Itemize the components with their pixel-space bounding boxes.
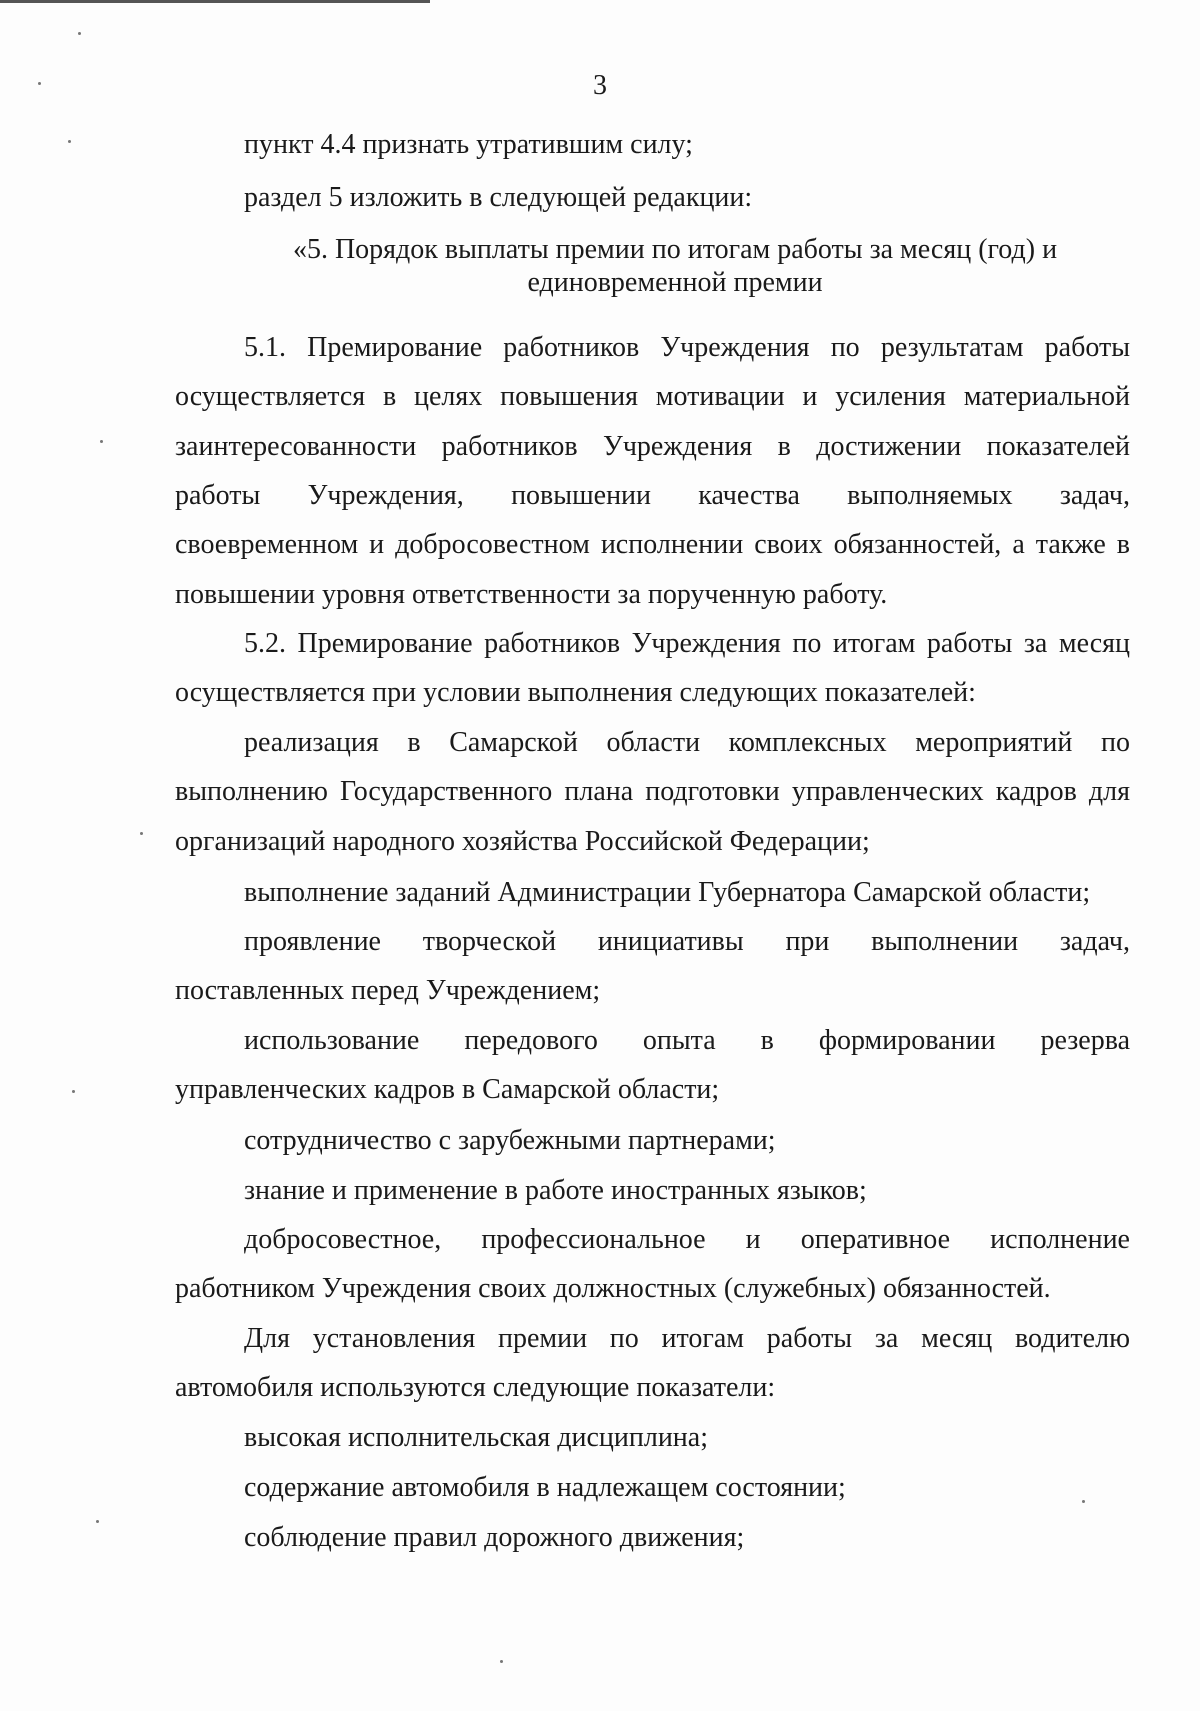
page-number: 3 <box>593 70 607 101</box>
scan-speck <box>1082 1500 1085 1503</box>
p52-line-2: осуществляется при условии выполнения следующих показателей: <box>175 677 976 708</box>
indicator-1-line-1: реализация в Самарской области комплексных мероприятий по <box>244 727 1130 758</box>
indicator-6: знание и применение в работе иностранных языков; <box>244 1175 867 1206</box>
p51-line-2: осуществляется в целях повышения мотивации и усиления материальной <box>175 381 1130 412</box>
scan-speck <box>500 1660 503 1663</box>
p51-line-6: повышении уровня ответственности за порученную работу. <box>175 579 888 610</box>
intro-line-1: пункт 4.4 признать утратившим силу; <box>244 129 693 160</box>
driver-line-1: Для установления премии по итогам работы за месяц водителю <box>244 1323 1130 1354</box>
p51-line-5: своевременном и добросовестном исполнении своих обязанностей, а также в <box>175 529 1130 560</box>
indicator-5: сотрудничество с зарубежными партнерами; <box>244 1125 776 1156</box>
scan-speck <box>78 32 81 35</box>
section-heading-line-2: единовременной премии <box>527 267 823 298</box>
indicator-2: выполнение заданий Администрации Губернатора Самарской области; <box>244 877 1091 908</box>
p51-line-1: 5.1. Премирование работников Учреждения по результатам работы <box>244 332 1130 363</box>
scan-speck <box>68 140 71 143</box>
driver-line-2: автомобиля используются следующие показатели: <box>175 1372 776 1403</box>
top-rule <box>0 0 430 3</box>
indicator-4-line-1: использование передового опыта в формировании резерва <box>244 1025 1130 1056</box>
indicator-4-line-2: управленческих кадров в Самарской области; <box>175 1074 720 1105</box>
indicator-7-line-1: добросовестное, профессиональное и оперативное исполнение <box>244 1224 1130 1255</box>
indicator-7-line-2: работником Учреждения своих должностных (служебных) обязанностей. <box>175 1273 1051 1304</box>
driver-item-1: высокая исполнительская дисциплина; <box>244 1422 708 1453</box>
scan-speck <box>140 832 143 835</box>
intro-line-2: раздел 5 изложить в следующей редакции: <box>244 182 753 213</box>
driver-item-3: соблюдение правил дорожного движения; <box>244 1522 745 1553</box>
indicator-1-line-3: организаций народного хозяйства Российской Федерации; <box>175 826 870 857</box>
p51-line-3: заинтересованности работников Учреждения в достижении показателей <box>175 431 1130 462</box>
scan-speck <box>38 82 41 85</box>
indicator-1-line-2: выполнению Государственного плана подготовки управленческих кадров для <box>175 776 1130 807</box>
section-heading-line-1: «5. Порядок выплаты премии по итогам работы за месяц (год) и <box>292 234 1058 265</box>
driver-item-2: содержание автомобиля в надлежащем состоянии; <box>244 1472 846 1503</box>
scan-speck <box>72 1090 75 1093</box>
indicator-3-line-2: поставленных перед Учреждением; <box>175 975 601 1006</box>
scan-speck <box>100 440 103 443</box>
p52-line-1: 5.2. Премирование работников Учреждения по итогам работы за месяц <box>244 628 1130 659</box>
scan-speck <box>96 1520 99 1523</box>
indicator-3-line-1: проявление творческой инициативы при выполнении задач, <box>244 926 1130 957</box>
p51-line-4: работы Учреждения, повышении качества выполняемых задач, <box>175 480 1130 511</box>
